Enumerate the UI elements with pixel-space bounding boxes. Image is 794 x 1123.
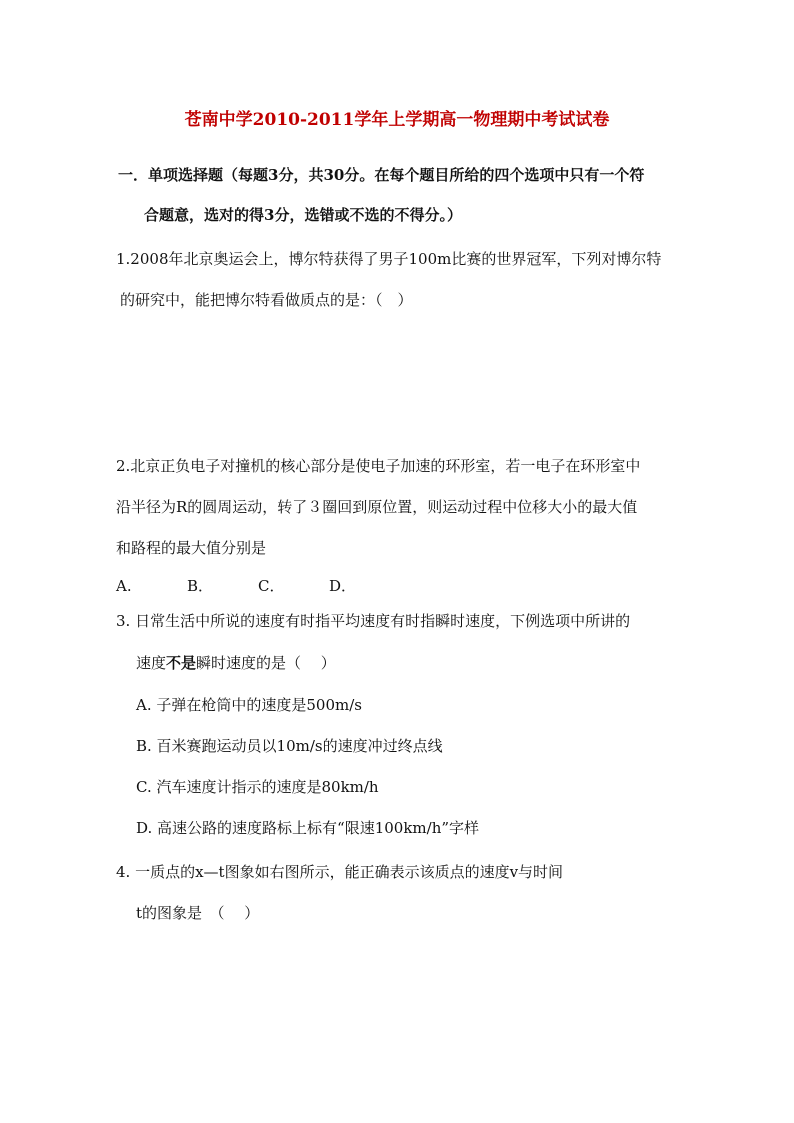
q3-line2-post: 瞬时速度的是（ ） <box>196 654 336 672</box>
q4-line2: t的图象是 （ ） <box>136 904 260 922</box>
q3-option-b: B. 百米赛跑运动员以10m/s的速度冲过终点线 <box>136 737 443 755</box>
section1-heading-line1: 一．单项选择题（每题3分，共30分。在每个题目所给的四个选项中只有一个符 <box>118 166 645 184</box>
exam-title: 苍南中学2010-2011学年上学期高一物理期中考试试卷 <box>184 110 610 130</box>
q4-line1: 4. 一质点的x—t图象如右图所示，能正确表示该质点的速度v与时间 <box>116 863 564 881</box>
q2-option-c: C． <box>258 577 285 595</box>
q3-line2 <box>136 653 336 673</box>
q3-option-a: A. 子弹在枪筒中的速度是500m/s <box>136 696 362 714</box>
q3-line2-pre: 速度 <box>136 654 167 672</box>
q3-line1: 3. 日常生活中所说的速度有时指平均速度有时指瞬时速度，下例选项中所讲的 <box>116 612 631 630</box>
q3-option-d: D. 高速公路的速度路标上标有“限速100km/h”字样 <box>136 819 480 837</box>
q2-line1: 2.北京正负电子对撞机的核心部分是使电子加速的环形室，若一电子在环形室中 <box>116 457 641 475</box>
q1-line2: 的研究中，能把博尔特看做质点的是：（ ） <box>120 291 413 309</box>
q3-option-c: C. 汽车速度计指示的速度是80km/h <box>136 778 379 796</box>
q2-line3: 和路程的最大值分别是 <box>116 539 267 557</box>
q2-line2: 沿半径为R的圆周运动，转了３圈回到原位置，则运动过程中位移大小的最大值 <box>116 498 638 516</box>
q2-option-d: D． <box>329 577 357 595</box>
q3-line2-emphasis: 不是 <box>166 654 197 672</box>
q1-line1: 1.2008年北京奥运会上，博尔特获得了男子100m比赛的世界冠军，下列对博尔特 <box>116 250 662 268</box>
section1-heading-line2: 合题意，选对的得3分，选错或不选的不得分。） <box>144 206 462 224</box>
q2-option-a: A. <box>116 577 132 595</box>
q2-option-b: B． <box>187 577 214 595</box>
